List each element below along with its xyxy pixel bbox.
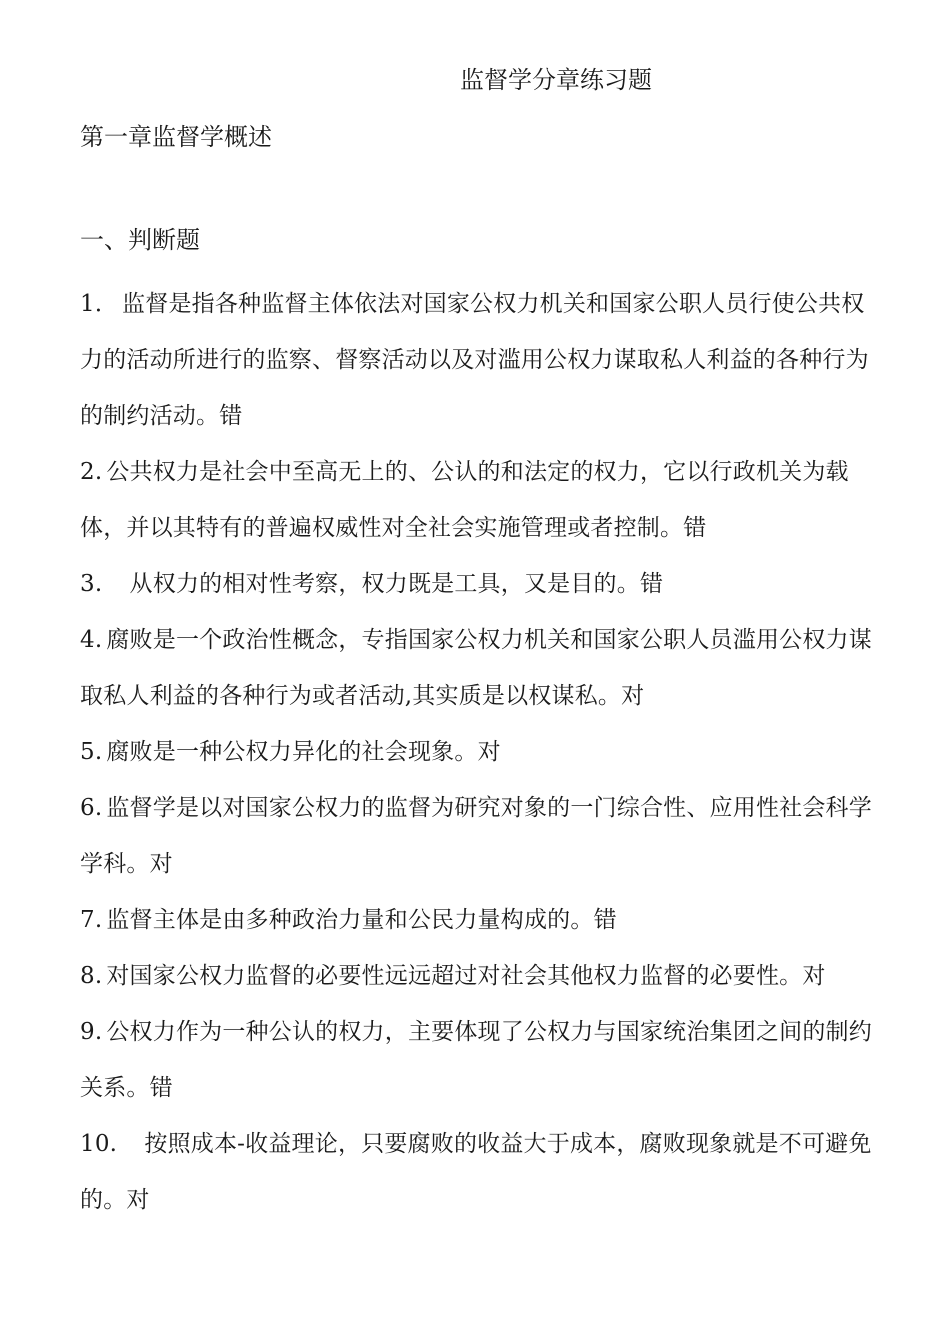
question-answer: 对 — [802, 963, 826, 989]
question-answer: 对 — [477, 739, 501, 765]
question-text: 监督学是以对国家公权力的监督为研究对象的一门综合性、应用性社会科学学科。 — [80, 795, 872, 877]
question-answer: 对 — [126, 1187, 150, 1213]
question-number: 8. — [80, 963, 103, 989]
question-item — [80, 444, 880, 556]
question-answer: 错 — [149, 1075, 173, 1101]
question-number: 6. — [80, 795, 103, 821]
question-list — [80, 276, 880, 1228]
question-number: 10. — [80, 1131, 118, 1157]
question-item — [80, 948, 880, 1004]
question-item — [80, 780, 880, 892]
question-number: 2. — [80, 459, 103, 485]
section-title: 一、判断题 — [80, 226, 200, 254]
question-item — [80, 892, 880, 948]
question-number: 3. — [80, 571, 103, 597]
question-number: 5. — [80, 739, 103, 765]
chapter-title: 第一章监督学概述 — [80, 123, 272, 151]
question-answer: 对 — [149, 851, 173, 877]
question-text: 腐败是一种公权力异化的社会现象。 — [106, 739, 478, 765]
question-number: 7. — [80, 907, 103, 933]
question-answer: 错 — [593, 907, 617, 933]
question-answer: 对 — [621, 683, 645, 709]
question-text: 监督主体是由多种政治力量和公民力量构成的。 — [106, 907, 594, 933]
question-item — [80, 724, 880, 780]
question-answer: 错 — [639, 571, 664, 597]
question-text: 腐败是一个政治性概念，专指国家公权力机关和国家公职人员滥用公权力谋取私人利益的各种行为或者活动,其实质是以权谋私。 — [80, 627, 872, 709]
document-title: 监督学分章练习题 — [460, 66, 652, 94]
question-text: 对国家公权力监督的必要性远远超过对社会其他权力监督的必要性。 — [106, 963, 803, 989]
question-text: 从权力的相对性考察，权力既是工具，又是目的。 — [106, 571, 640, 597]
question-item — [80, 1116, 880, 1228]
question-text: 公权力作为一种公认的权力，主要体现了公权力与国家统治集团之间的制约关系。 — [80, 1019, 872, 1101]
question-item — [80, 612, 880, 724]
question-answer: 错 — [219, 403, 243, 429]
question-number: 4. — [80, 627, 103, 653]
question-text: 公共权力是社会中至高无上的、公认的和法定的权力，它以行政机关为载体，并以其特有的普遍权威性对全社会实施管理或者控制。 — [80, 459, 849, 541]
question-answer: 错 — [683, 515, 707, 541]
question-number: 1． — [80, 291, 119, 317]
question-item — [80, 276, 880, 444]
question-text: 监督是指各种监督主体依法对国家公权力机关和国家公职人员行使公共权力的活动所进行的监察、督察活动以及对滥用公权力谋取私人利益的各种行为的制约活动。 — [80, 291, 869, 429]
question-text: 按照成本-收益理论，只要腐败的收益大于成本，腐败现象就是不可避免的。 — [80, 1131, 872, 1213]
question-item — [80, 1004, 880, 1116]
question-number: 9. — [80, 1019, 103, 1045]
question-item — [80, 556, 880, 612]
